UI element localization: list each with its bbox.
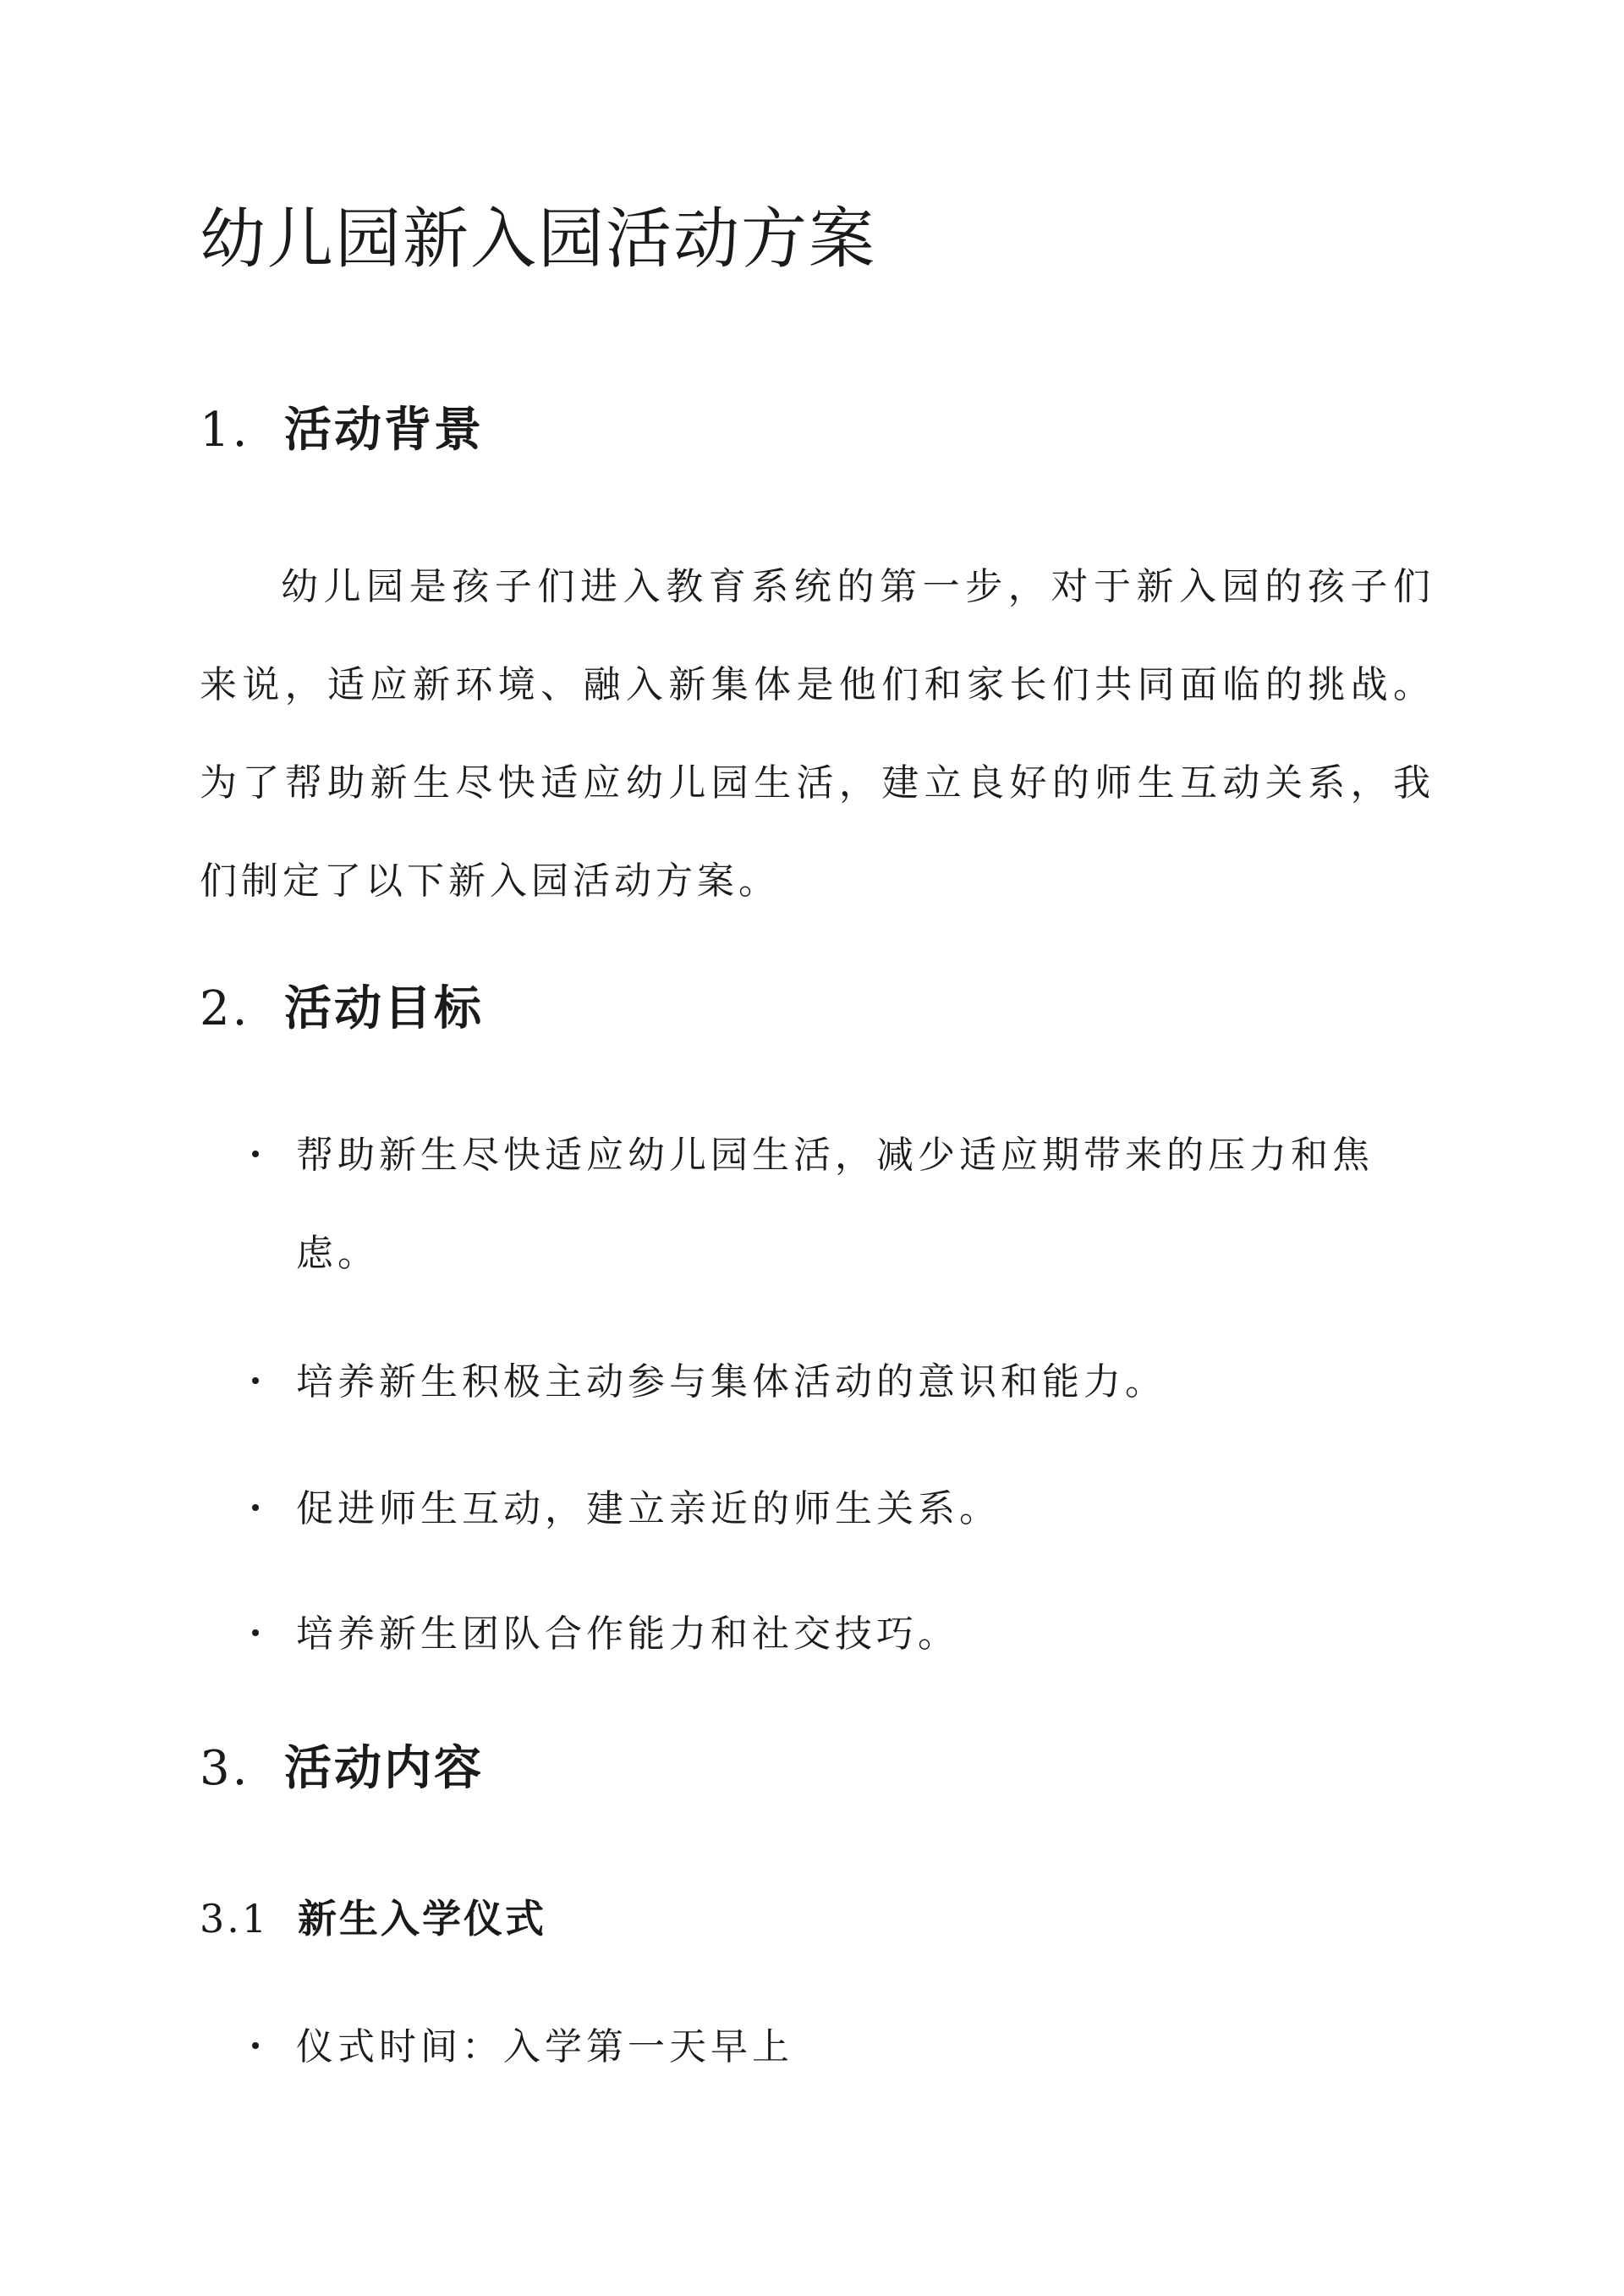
bullet-icon: [252, 1629, 259, 1636]
list-item-text: 培养新生积极主动参与集体活动的意识和能力。: [296, 1360, 1166, 1403]
subsection-title: 新生入学仪式: [298, 1896, 546, 1942]
list-item-text: 仪式时间：入学第一天早上: [296, 2025, 793, 2068]
section-heading-goals: [200, 981, 484, 1036]
list-item: [200, 1585, 1435, 1684]
section-heading-background: [200, 403, 484, 458]
list-item: [200, 1333, 1435, 1431]
section-title: 活动目标: [284, 980, 484, 1036]
section-heading-content: [200, 1741, 484, 1796]
list-item: [200, 1107, 1435, 1303]
section-title: 活动背景: [284, 402, 484, 458]
list-item-text: 培养新生团队合作能力和社交技巧。: [296, 1612, 959, 1656]
section-number: 3.: [200, 1741, 250, 1796]
section-title: 活动内容: [284, 1740, 484, 1796]
list-item-text: 帮助新生尽快适应幼儿园生活，减少适应期带来的压力和焦虑。: [296, 1134, 1374, 1275]
document-title: 幼儿园新入园活动方案: [200, 201, 877, 277]
section-number: 1.: [200, 403, 250, 458]
bullet-icon: [252, 2042, 259, 2049]
bullet-icon: [252, 1504, 259, 1511]
subsection-heading-ceremony: [200, 1895, 546, 1942]
bullet-icon: [252, 1151, 259, 1157]
list-item: [200, 1460, 1435, 1558]
background-paragraph: 幼儿园是孩子们进入教育系统的第一步，对于新入园的孩子们来说，适应新环境、融入新集体是他们和家长们共同面临的挑战。为了帮助新生尽快适应幼儿园生活，建立良好的师生互动关系，我们制定了以下新入园活动方案。: [200, 565, 1435, 903]
bullet-icon: [252, 1377, 259, 1384]
list-item-text: 促进师生互动，建立亲近的师生关系。: [296, 1487, 1001, 1530]
section-number: 2.: [200, 981, 250, 1036]
subsection-number: 3.1: [200, 1896, 270, 1942]
list-item: [200, 1998, 1435, 2096]
